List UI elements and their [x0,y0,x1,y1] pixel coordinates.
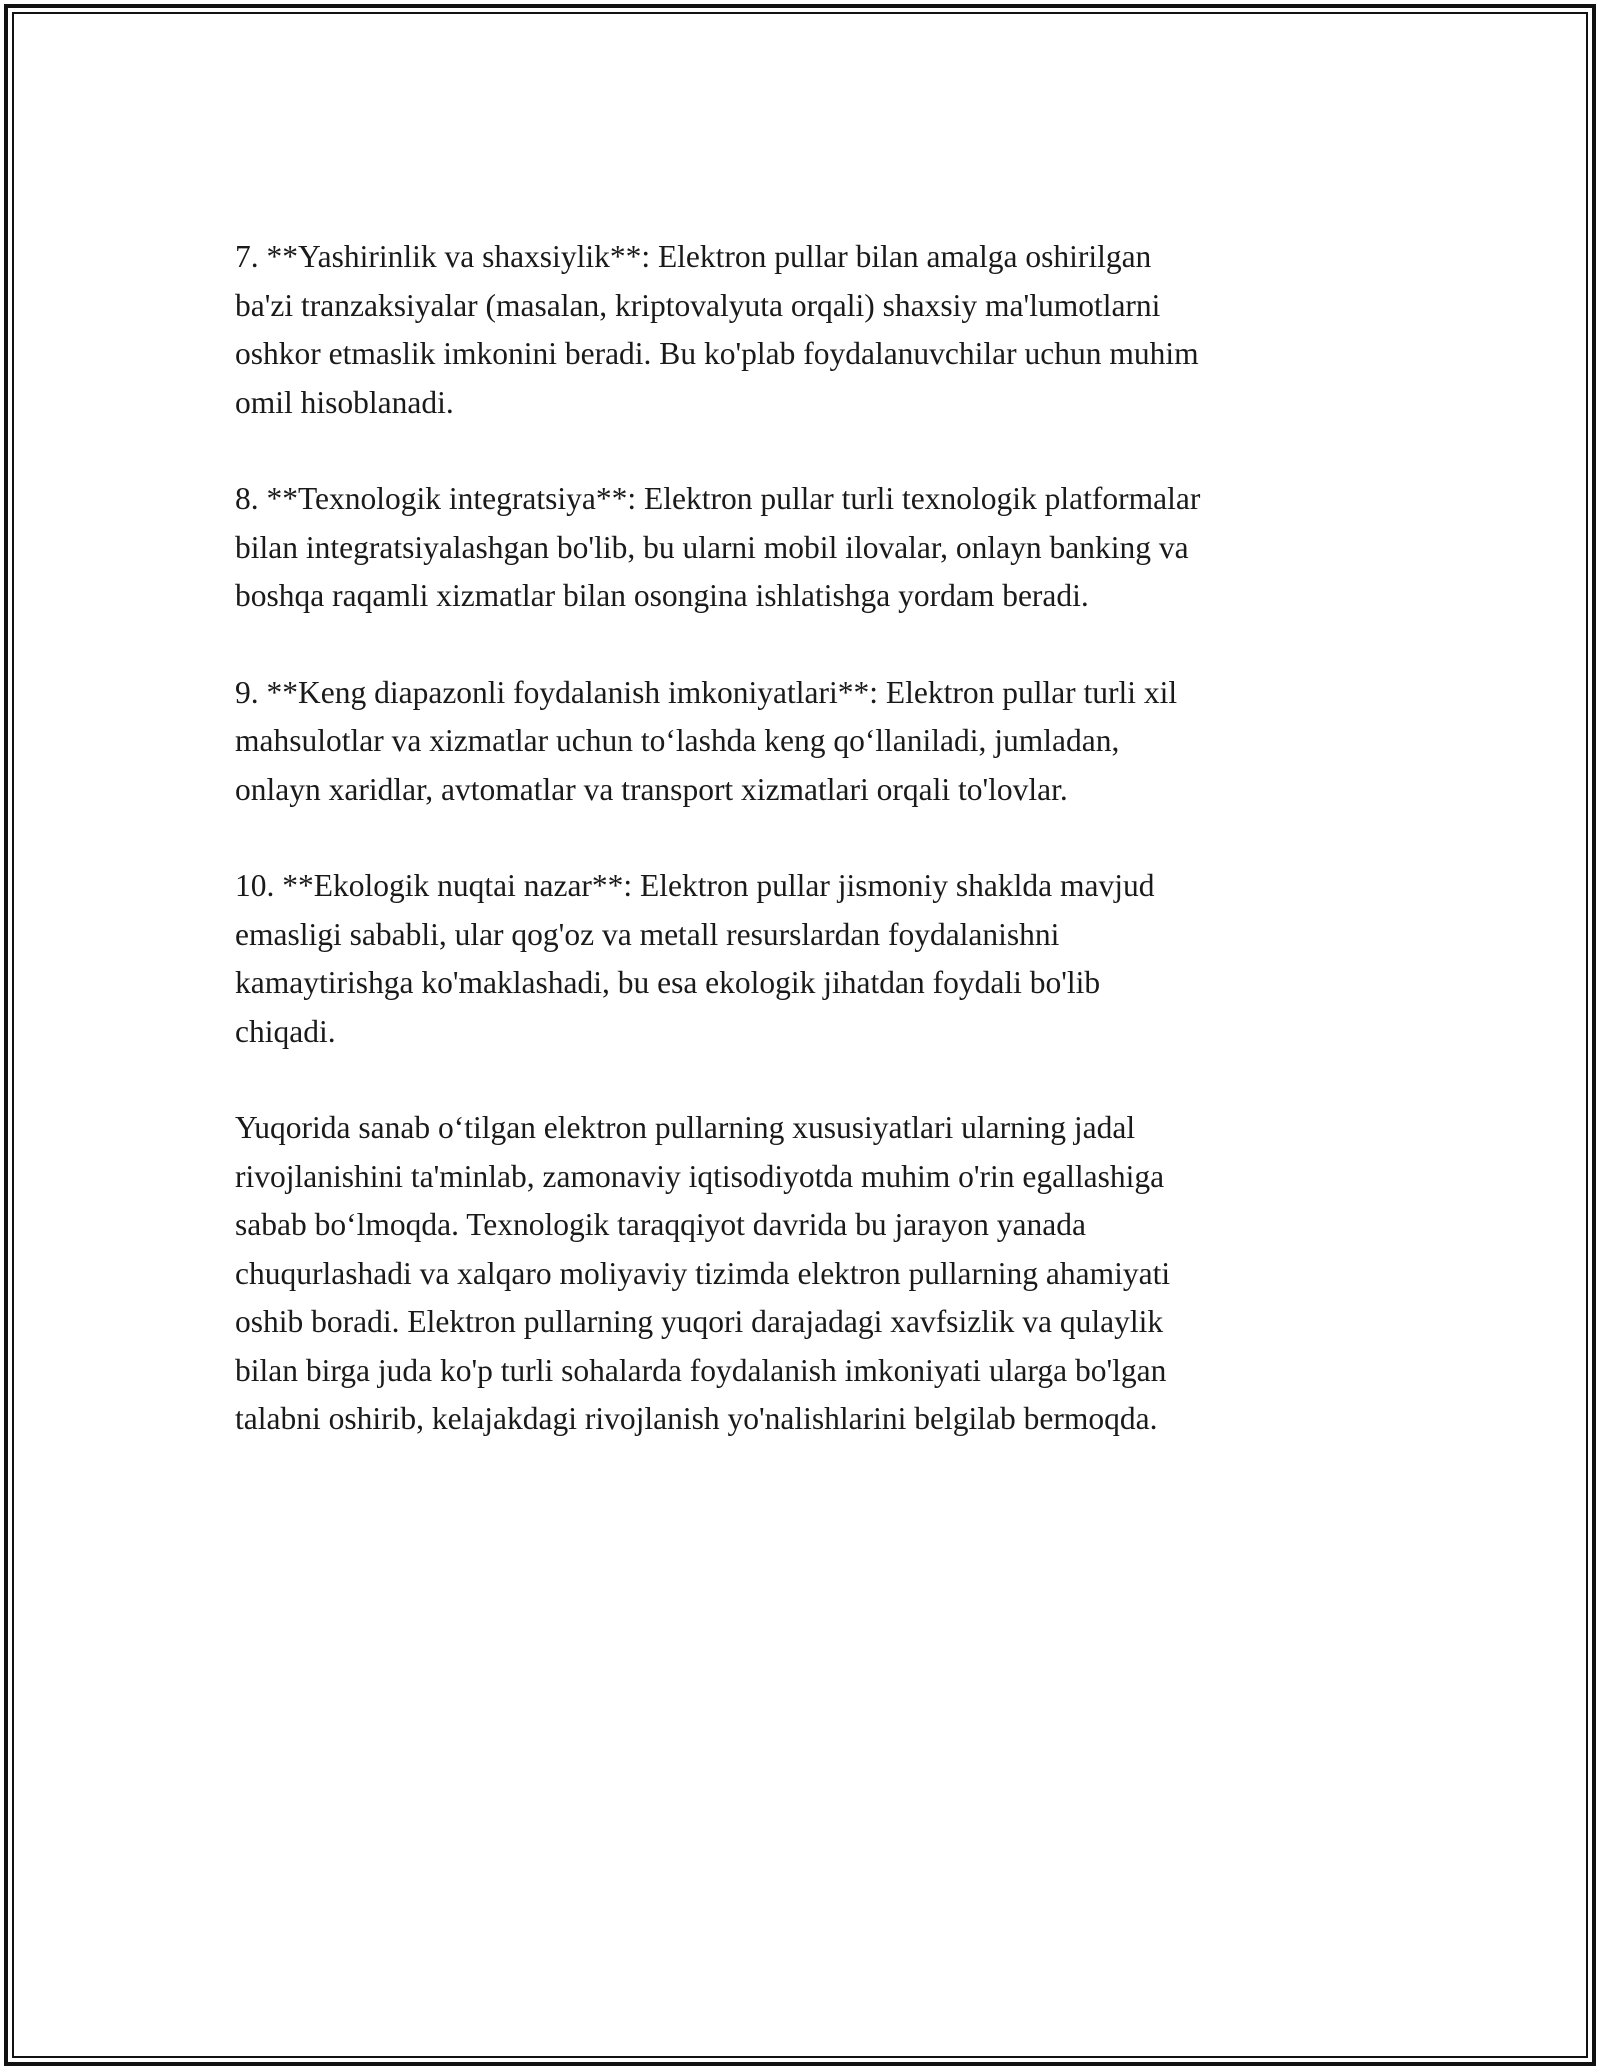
text-line: ba'zi tranzaksiyalar (masalan, kriptovalyuta orqali) shaxsiy ma'lumotlarni [235,287,1161,323]
text-line: talabni oshirib, kelajakdagi rivojlanish yo'nalishlarini belgilab bermoqda. [235,1401,1158,1436]
text-line: oshkor etmaslik imkonini beradi. Bu ko'plab foydalanuvchilar uchun muhim [235,336,1199,371]
text-line: sabab bo‘lmoqda. Texnologik taraqqiyot davrida bu jarayon yanada [235,1207,1086,1242]
text-line: bilan integratsiyalashgan bo'lib, bu ularni mobil ilovalar, onlayn banking va [235,529,1189,565]
text-line: Yuqorida sanab o‘tilgan elektron pullarning xususiyatlari ularning jadal [235,1110,1136,1145]
text-line: kamaytirishga ko'maklashadi, bu esa ekologik jihatdan foydali bo'lib [235,965,1101,1000]
paragraph-conclusion [235,1104,1375,1444]
text-line: oshib boradi. Elektron pullarning yuqori darajadagi xavfsizlik va qulaylik [235,1304,1164,1339]
text-line: 10. **Ekologik nuqtai nazar**: Elektron pullar jismoniy shaklda mavjud [235,868,1155,903]
paragraph-item-8 [235,475,1375,621]
document-body [235,233,1375,1492]
text-line: boshqa raqamli xizmatlar bilan osongina ishlatishga yordam beradi. [235,578,1089,613]
text-line: 8. **Texnologik integratsiya**: Elektron pullar turli texnologik platformalar [235,481,1201,516]
text-line: chiqadi. [235,1013,336,1049]
text-line: onlayn xaridlar, avtomatlar va transport xizmatlari orqali to'lovlar. [235,771,1068,807]
text-line: rivojlanishini ta'minlab, zamonaviy iqtisodiyotda muhim o'rin egallashiga [235,1158,1165,1194]
paragraph-item-7 [235,233,1375,427]
text-line: emasligi sababli, ular qog'oz va metall resurslardan foydalanishni [235,916,1060,952]
paragraph-item-10 [235,862,1375,1056]
paragraph-item-9 [235,669,1375,815]
text-line: chuqurlashadi va xalqaro moliyaviy tizimda elektron pullarning ahamiyati [235,1255,1171,1291]
text-line: 9. **Keng diapazonli foydalanish imkoniyatlari**: Elektron pullar turli xil [235,674,1178,710]
text-line: mahsulotlar va xizmatlar uchun to‘lashda keng qo‘llaniladi, jumladan, [235,723,1120,758]
text-line: 7. **Yashirinlik va shaxsiylik**: Elektron pullar bilan amalga oshirilgan [235,239,1152,274]
text-line: omil hisoblanadi. [235,384,454,420]
text-line: bilan birga juda ko'p turli sohalarda foydalanish imkoniyati ularga bo'lgan [235,1352,1167,1388]
